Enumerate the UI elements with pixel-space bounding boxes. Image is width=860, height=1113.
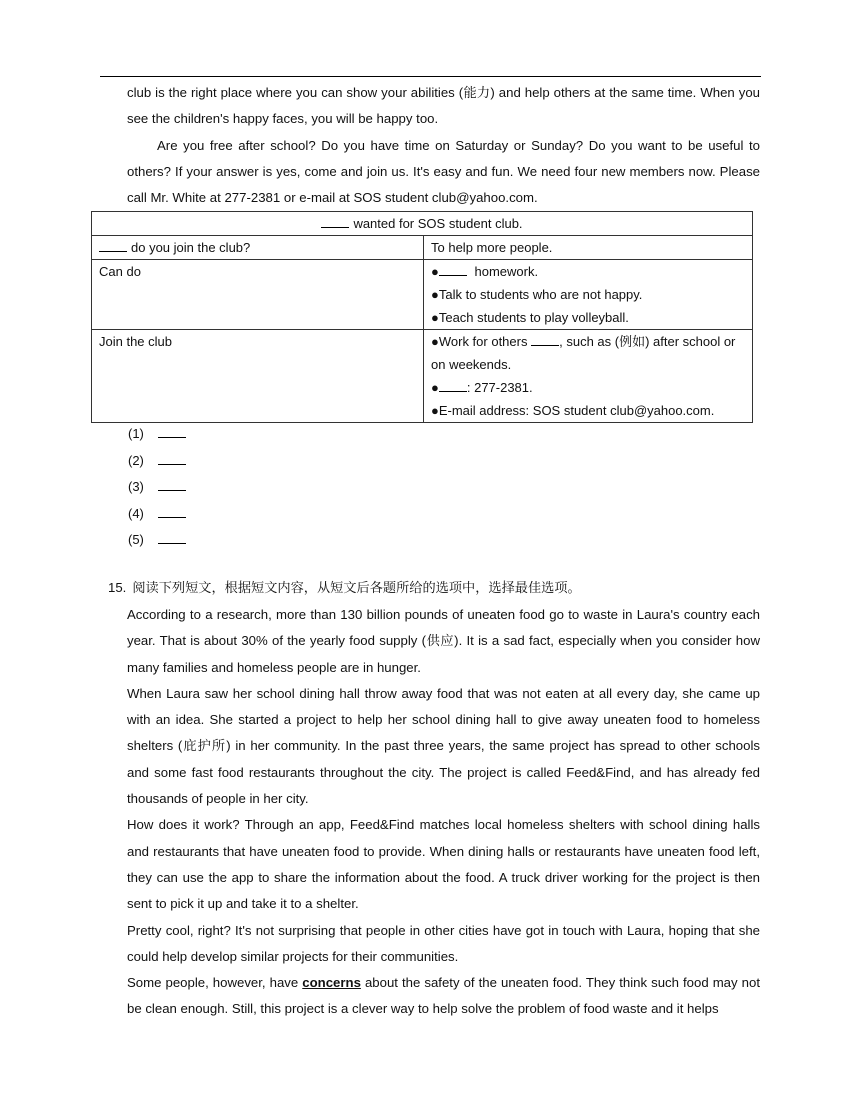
answer-blank[interactable] (158, 423, 186, 438)
table-cell-text: do you join the club? (131, 240, 251, 255)
table-cell-text: Can do (99, 264, 141, 279)
answer-blank[interactable] (99, 237, 127, 252)
table-cell-text: ●Work for others (431, 334, 528, 349)
answer-number: (2) (128, 452, 144, 468)
table-cell-text: ●Teach students to play volleyball. (431, 310, 629, 325)
table-cell-text: ●Talk to students who are not happy. (431, 287, 643, 302)
table-cell-text: , such as (例如) after school or on weekends. (431, 334, 736, 372)
passage-paragraph (127, 970, 760, 1023)
sos-club-table (91, 211, 753, 423)
question-15-title (108, 575, 581, 601)
answer-row (128, 501, 190, 528)
table-cell-text: Join the club (99, 334, 172, 349)
passage-paragraph: Pretty cool, right? It's not surprising that people in other cities have got in touch with Laura, hoping that she could help develop similar projects for their communities. (127, 922, 760, 964)
paragraph-text: Some people, however, have (127, 975, 299, 991)
table-cell (424, 330, 753, 423)
table-cell-text: homework. (474, 264, 539, 279)
bullet: ● (431, 380, 439, 395)
answer-row (128, 474, 190, 501)
table-header-text: wanted for SOS student club. (353, 216, 523, 231)
table-cell (92, 236, 424, 260)
answer-number: (4) (128, 505, 144, 521)
keyword-concerns: concerns (302, 975, 361, 991)
question-instruction: 阅读下列短文，根据短文内容，从短文后各题所给的选项中，选择最佳选项。 (132, 580, 581, 595)
answer-row (128, 527, 190, 554)
answer-blank[interactable] (439, 377, 467, 392)
table-cell (92, 330, 424, 423)
passage-paragraph: According to a research, more than 130 billion pounds of uneaten food go to waste in Laura's country each year. That is about 30% of the yearly food supply (供应). It is a sad fact, especially when you consider how many families and homeless people are in hunger. (127, 607, 760, 675)
bullet: ● (431, 264, 439, 279)
answer-blank[interactable] (439, 261, 467, 276)
answer-number: (1) (128, 426, 144, 441)
table-cell-text: To help more people. (431, 240, 553, 255)
table-cell-text: : 277-2381. (466, 380, 533, 395)
answer-number: (5) (128, 532, 144, 547)
passage-paragraph: When Laura saw her school dining hall throw away food that was not eaten at all every day, she came up with an idea. She started a project to help her school dining hall to give away uneaten food to homeless shelters (庇护所) in her community. In the past three years, the same project has spread to other schools and some fast food restaurants throughout the city. The project is called Feed&Find, and has already fed thousands of people in her city. (127, 685, 760, 807)
answer-blank[interactable] (158, 476, 186, 491)
table-cell (424, 236, 753, 260)
answer-list (128, 421, 190, 554)
paragraph-text: about the safety of the uneaten food. They think such food may not be clean enough. Still, this project is a clever way to help solve the problem of food waste and it helps (127, 975, 760, 1017)
table-cell (424, 260, 753, 330)
answer-blank[interactable] (158, 529, 186, 544)
answer-blank[interactable] (158, 450, 186, 465)
passage-sos-club (127, 80, 760, 211)
answer-number: (3) (128, 479, 144, 494)
table-cell-text: ●E-mail address: SOS student club@yahoo.com. (431, 403, 715, 418)
question-number: 15. (108, 580, 127, 595)
answer-blank[interactable] (321, 213, 349, 228)
passage-paragraph: club is the right place where you can show your abilities (能力) and help others at the same time. When you see the children's happy faces, you will be happy too. (127, 85, 760, 127)
table-header-cell (92, 212, 753, 236)
answer-blank[interactable] (158, 503, 186, 518)
answer-row (128, 448, 190, 475)
answer-row (128, 421, 190, 448)
table-cell (92, 260, 424, 330)
passage-feed-find (127, 602, 760, 1023)
header-rule (100, 76, 761, 77)
passage-paragraph: Are you free after school? Do you have time on Saturday or Sunday? Do you want to be useful to others? If your answer is yes, come and join us. It's easy and fun. We need four new members now. Please call Mr. White at 277-2381 or e-mail at SOS student club@yahoo.com. (127, 137, 760, 206)
answer-blank[interactable] (531, 331, 559, 346)
passage-paragraph: How does it work? Through an app, Feed&Find matches local homeless shelters with school dining halls and restaurants that have uneaten food to provide. When dining halls or restaurants have uneaten food left, they can use the app to share the information about the food. A truck driver working for the project is then sent to pick it up and take it to a shelter. (127, 817, 760, 912)
